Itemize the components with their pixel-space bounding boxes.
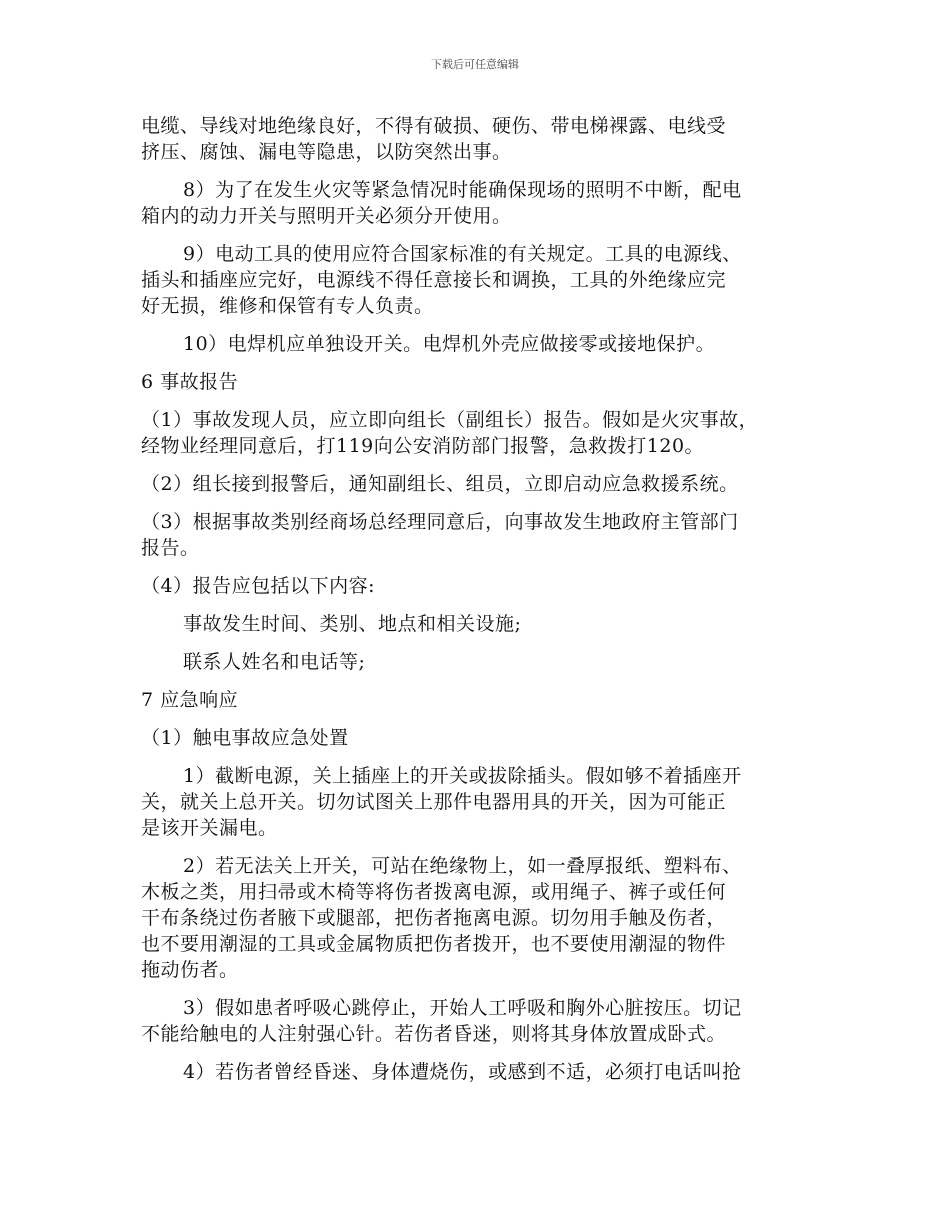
paragraph <box>141 763 821 841</box>
paragraph <box>141 995 821 1047</box>
text-line: 电缆、导线对地绝缘良好，不得有破损、硬伤、带电梯裸露、电线受 <box>141 115 727 137</box>
text-line: 是该开关漏电。 <box>141 817 278 839</box>
text-line: 1）截断电源，关上插座上的开关或拔除插头。假如够不着插座开 <box>183 765 742 787</box>
text-line: 干布条绕过伤者腋下或腿部，把伤者拖离电源。切勿用手触及伤者， <box>141 907 727 929</box>
text-line: 拖动伤者。 <box>141 959 239 981</box>
text-line: 不能给触电的人注射强心针。若伤者昏迷，则将其身体放置成卧式。 <box>141 1023 727 1045</box>
text-line: （4）报告应包括以下内容: <box>141 575 375 597</box>
text-line: 8）为了在发生火灾等紧急情况时能确保现场的照明不中断，配电 <box>183 179 742 201</box>
text-line: 10）电焊机应单独设开关。电焊机外壳应做接零或接地保护。 <box>183 333 716 355</box>
text-line: （1）事故发现人员，应立即向组长（副组长）报告。假如是火灾事故， <box>141 409 759 431</box>
paragraph <box>141 471 821 497</box>
text-line: 挤压、腐蚀、漏电等隐患，以防突然出事。 <box>141 141 512 163</box>
text-line: 7 应急响应 <box>141 689 239 711</box>
document-body <box>141 113 821 1097</box>
text-line: 4）若伤者曾经昏迷、身体遭烧伤，或感到不适，必须打电话叫抢 <box>183 1061 742 1083</box>
text-line: （1）触电事故应急处置 <box>141 727 349 749</box>
paragraph <box>141 853 821 983</box>
paragraph <box>141 369 821 395</box>
paragraph <box>141 725 821 751</box>
paragraph <box>141 331 821 357</box>
text-line: 好无损，维修和保管有专人负责。 <box>141 295 434 317</box>
paragraph <box>141 687 821 713</box>
paragraph <box>141 177 821 229</box>
text-line: 9）电动工具的使用应符合国家标准的有关规定。工具的电源线、 <box>183 243 742 265</box>
paragraph <box>141 1059 821 1085</box>
paragraph <box>141 649 821 675</box>
paragraph <box>141 573 821 599</box>
page-header: 下载后可任意编辑 <box>431 58 519 71</box>
text-line: 2）若无法关上开关，可站在绝缘物上，如一叠厚报纸、塑料布、 <box>183 855 742 877</box>
text-line: 报告。 <box>141 537 200 559</box>
paragraph <box>141 509 821 561</box>
text-line: 插头和插座应完好，电源线不得任意接长和调换，工具的外绝缘应完 <box>141 269 727 291</box>
paragraph <box>141 407 821 459</box>
text-line: 箱内的动力开关与照明开关必须分开使用。 <box>141 205 512 227</box>
paragraph <box>141 611 821 637</box>
text-line: 6 事故报告 <box>141 371 239 393</box>
text-line: 联系人姓名和电话等; <box>183 651 366 673</box>
paragraph <box>141 113 821 165</box>
text-line: （2）组长接到报警后，通知副组长、组员，立即启动应急救援系统。 <box>141 473 739 495</box>
text-line: 事故发生时间、类别、地点和相关设施; <box>183 613 522 635</box>
text-line: （3）根据事故类别经商场总经理同意后，向事故发生地政府主管部门 <box>141 511 739 533</box>
text-line: 木板之类，用扫帚或木椅等将伤者拨离电源，或用绳子、裤子或任何 <box>141 881 727 903</box>
text-line: 关，就关上总开关。切勿试图关上那件电器用具的开关，因为可能正 <box>141 791 727 813</box>
paragraph <box>141 241 821 319</box>
text-line: 也不要用潮湿的工具或金属物质把伤者拨开，也不要使用潮湿的物件 <box>141 933 727 955</box>
text-line: 经物业经理同意后，打119向公安消防部门报警，急救拨打120。 <box>141 435 705 457</box>
text-line: 3）假如患者呼吸心跳停止，开始人工呼吸和胸外心脏按压。切记 <box>183 997 742 1019</box>
